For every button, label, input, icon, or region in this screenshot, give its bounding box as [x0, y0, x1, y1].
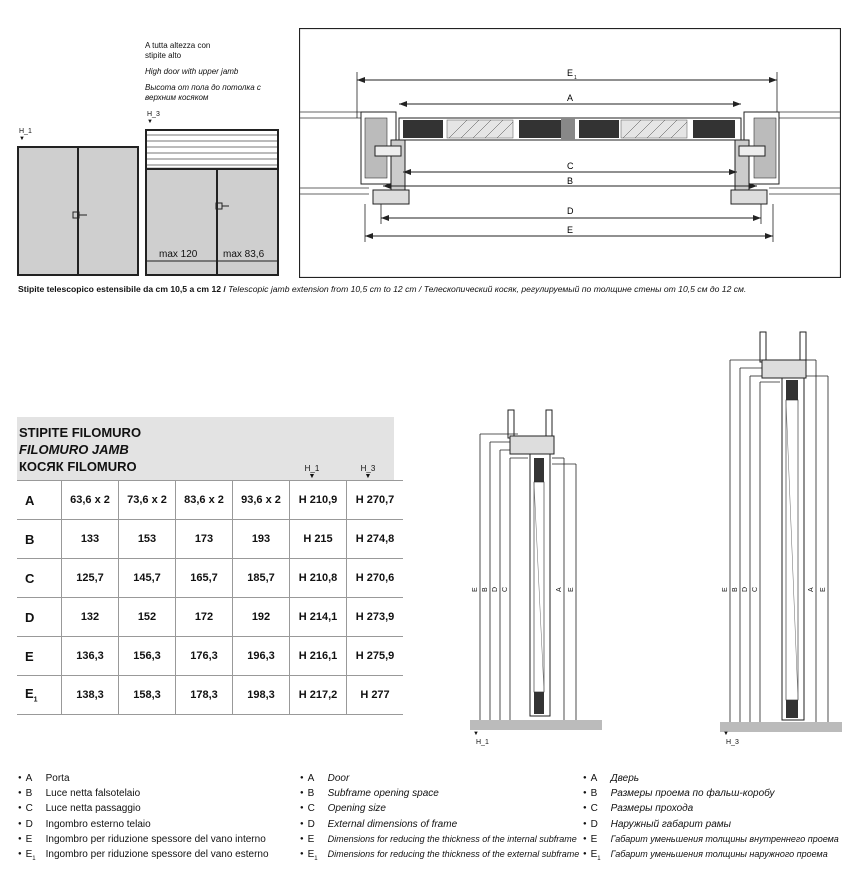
h3-arrow-icon: ▼ — [147, 119, 153, 125]
h3-label: H_3 — [147, 111, 160, 118]
svg-text:E: E — [722, 587, 729, 592]
svg-text:E: E — [472, 587, 479, 592]
caption-ru: Телескопический косяк, регулируемый по толщине стены от 10,5 см до 12 см. — [423, 284, 747, 294]
svg-text:B: B — [482, 587, 489, 592]
table-row: D 132 152 172 192 H 214,1 H 273,9 — [17, 598, 403, 637]
svg-text:B: B — [732, 587, 739, 592]
dim-e1: E — [567, 68, 574, 78]
h3-section-arrow-icon: ▼ — [723, 731, 729, 737]
caption-it: Stipite telescopico estensibile da cm 10,5 a cm 12 / — [18, 284, 226, 294]
table-title-ru: КОСЯК FILOMURO — [19, 459, 137, 474]
h1-section-arrow-icon: ▼ — [473, 731, 479, 737]
svg-text:1: 1 — [574, 75, 577, 81]
table-row: E 136,3 156,3 176,3 196,3 H 216,1 H 275,9 — [17, 637, 403, 676]
dim-c: C — [567, 161, 574, 171]
legend-it: ● A Porta ● B Luce netta falsotelaio ● C Luce netta passaggio ● D Ingombro esterno telaio ● E Ingombro per riduzione spessore del vano interno ● $E_1$ Ingombro per riduzione spessore del vano esterno — [18, 773, 269, 863]
h1-arrow-icon: ▼ — [19, 136, 25, 142]
dimensions-table — [17, 480, 403, 715]
svg-text:A: A — [808, 587, 815, 592]
svg-text:C: C — [752, 586, 759, 592]
svg-text:D: D — [492, 586, 499, 592]
dim-b: B — [567, 176, 574, 186]
table-title-it: STIPITE FILOMURO — [19, 425, 142, 440]
table-row: A 63,6 x 2 73,6 x 2 83,6 x 2 93,6 x 2 H 210,9 H 270,7 — [17, 481, 403, 520]
section-h1-label: H_1 — [476, 739, 489, 746]
col-h1: H_1 ▼ — [304, 464, 320, 480]
table-row: $E_1$ 138,3 158,3 178,3 198,3 H 217,2 H 277 — [17, 676, 403, 715]
svg-text:E: E — [820, 587, 827, 592]
svg-text:C: C — [502, 586, 509, 592]
dim-d: D — [567, 206, 574, 216]
h1-label: H_1 — [19, 128, 32, 135]
col-h3: H_3 ▼ — [360, 464, 376, 480]
table-row: C 125,7 145,7 165,7 185,7 H 210,8 H 270,6 — [17, 559, 403, 598]
dim-a: A — [567, 93, 574, 103]
note-ru: Высота от пола до потолка с верхним косяком — [145, 83, 261, 102]
caption — [18, 284, 746, 294]
note-en: High door with upper jamb — [145, 67, 239, 76]
legend-ru: ● A Дверь ● B Размеры проема по фальш-коробу ● C Размеры прохода ● D Наружный габарит рамы ● E Габарит уменьшения толщины внутреннего проема ● $E_1$ Габарит уменьшения толщины наружного проема — [583, 773, 839, 863]
caption-en: Telescopic jamb extension from 10,5 cm to 12 cm / — [228, 284, 422, 294]
legend-en: ● A Door ● B Subframe opening space ● C Opening size ● D External dimensions of frame ● E Dimensions for reducing the thickness of the internal subframe ● $E_1$ Dimensions for reducing the thickness of the external subframe — [300, 773, 580, 863]
table-title-en: FILOMURO JAMB — [19, 442, 129, 457]
table-header — [17, 417, 394, 480]
note-it: A tutta altezza con stipite alto — [145, 41, 211, 60]
vertical-section-h3 — [720, 330, 845, 740]
max-right-label: max 83,6 — [223, 249, 265, 260]
max-left-label: max 120 — [159, 249, 198, 260]
top-notes — [145, 41, 280, 103]
table-row: B 133 153 173 193 H 215 H 274,8 — [17, 520, 403, 559]
vertical-section-h1 — [470, 408, 605, 748]
svg-text:D: D — [742, 586, 749, 592]
svg-text:A: A — [556, 587, 563, 592]
section-plan-drawing — [299, 28, 841, 278]
section-h3-label: H_3 — [726, 739, 739, 746]
front-view-h1 — [17, 146, 139, 276]
svg-text:E: E — [568, 587, 575, 592]
dim-e: E — [567, 225, 574, 235]
